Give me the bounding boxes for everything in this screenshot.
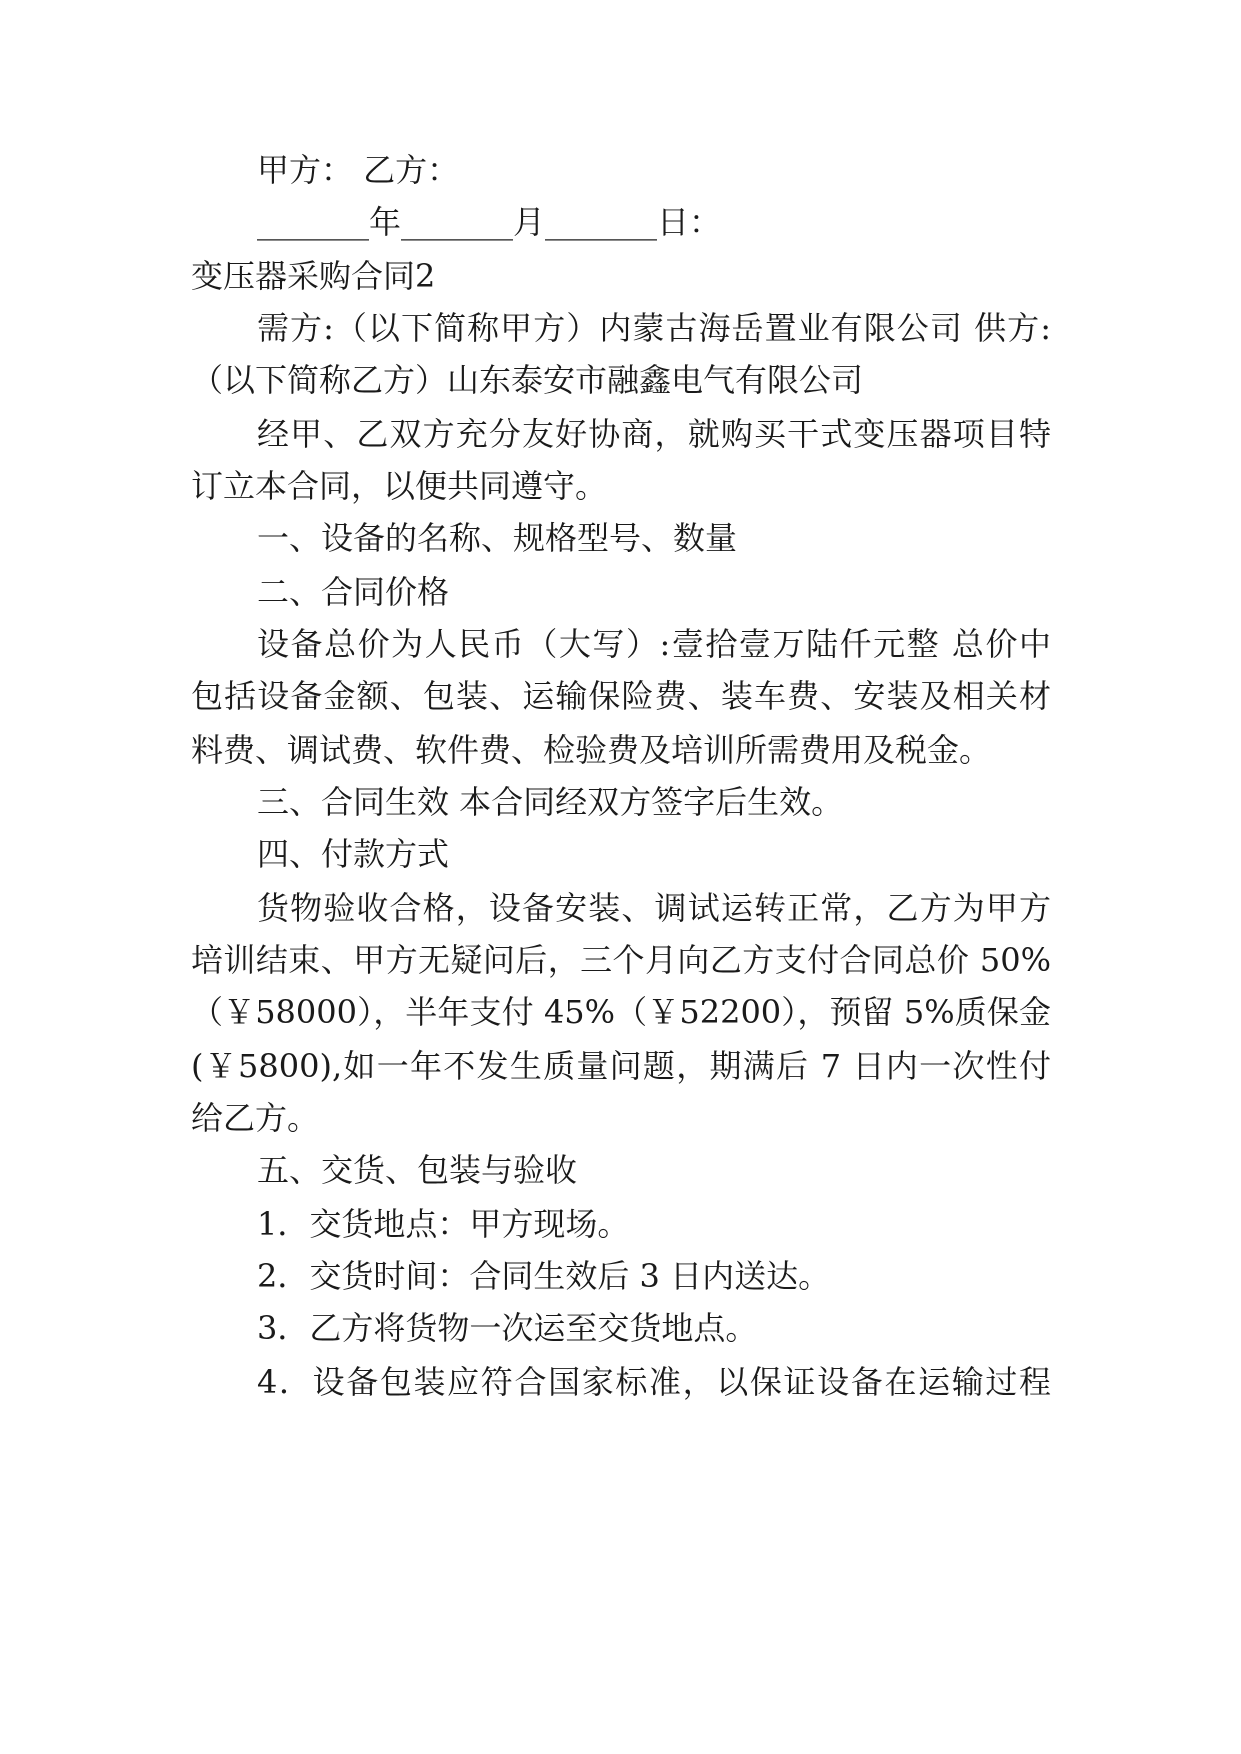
list-item-2: 2．交货时间：合同生效后 3 日内送达。 [257,1257,831,1295]
section-heading-4: 四、付款方式 [257,835,450,873]
contract-title: 变压器采购合同2 [191,257,436,295]
parties-line: 甲方： 乙方： [257,151,460,189]
list-item-3: 3．乙方将货物一次运至交货地点。 [257,1309,758,1347]
paragraph-payment-line-2: 培训结束、甲方无疑问后，三个月向乙方支付合同总价 50% [191,941,1051,979]
date-line: _______年_______月_______日： [257,203,722,241]
paragraph-intro-line-2: 订立本合同，以便共同遵守。 [191,467,608,505]
paragraph-payment-line-1: 货物验收合格，设备安装、调试运转正常，乙方为甲方 [257,889,1051,927]
paragraph-price-line-1: 设备总价为人民币（大写）:壹拾壹万陆仟元整 总价中 [257,625,1051,663]
paragraph-price-line-2: 包括设备金额、包装、运输保险费、装车费、安装及相关材 [191,677,1051,715]
list-item-4: 4．设备包装应符合国家标准，以保证设备在运输过程 [257,1363,1051,1401]
paragraph-intro-line-1: 经甲、乙双方充分友好协商，就购买干式变压器项目特 [257,415,1051,453]
paragraph-buyer-line-1: 需方:（以下简称甲方）内蒙古海岳置业有限公司 供方: [257,309,1051,347]
paragraph-payment-line-3: （￥58000），半年支付 45%（￥52200），预留 5%质保金 [191,993,1051,1031]
list-item-1: 1．交货地点：甲方现场。 [257,1205,630,1243]
paragraph-payment-line-4: (￥5800),如一年不发生质量问题，期满后 7 日内一次性付 [191,1047,1051,1085]
paragraph-buyer-line-2: （以下简称乙方）山东泰安市融鑫电气有限公司 [191,361,864,399]
paragraph-price-line-3: 料费、调试费、软件费、检验费及培训所需费用及税金。 [191,731,992,769]
section-heading-5: 五、交货、包装与验收 [257,1151,578,1189]
section-heading-3: 三、合同生效 本合同经双方签字后生效。 [257,783,844,821]
section-heading-2: 二、合同价格 [257,573,450,611]
paragraph-payment-line-5: 给乙方。 [191,1099,320,1137]
section-heading-1: 一、设备的名称、规格型号、数量 [257,519,738,557]
